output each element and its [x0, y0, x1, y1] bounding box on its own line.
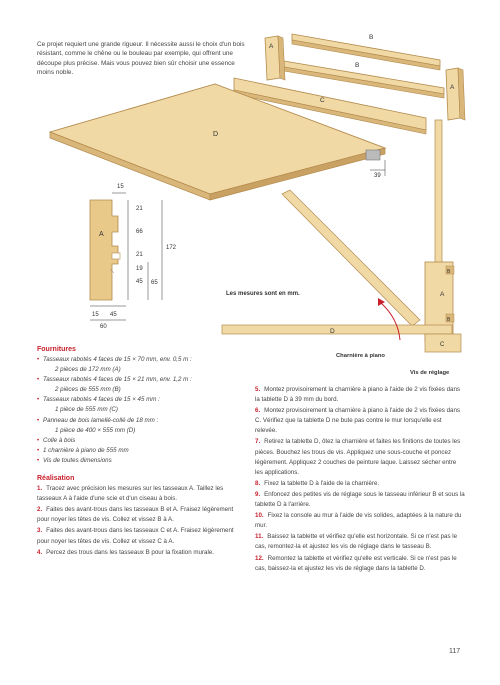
- svg-text:B: B: [447, 317, 451, 323]
- step-text: Baissez la tablette et vérifiez qu'elle est horizontale. Si ce n'est pas le cas, remontez-la et ajustez les vis de réglage dans le tasseau B.: [255, 533, 458, 551]
- upright-a-left: [265, 36, 285, 80]
- step-number: 10.: [255, 512, 264, 520]
- step-number: 1.: [37, 485, 43, 493]
- label-a-top-left: A: [269, 43, 274, 50]
- step-number: 8.: [255, 479, 261, 487]
- label-b-lower: B: [355, 62, 360, 69]
- right-column: [255, 385, 465, 575]
- dim-45: 45: [136, 279, 143, 285]
- step-text: Enfoncez des petites vis de réglage sous le tasseau inférieur B et sous la tablette D à l'arrière.: [255, 490, 465, 509]
- label-d-top: D: [213, 131, 219, 138]
- dim-15-bottom: 15: [92, 312, 99, 318]
- svg-text:A: A: [99, 231, 104, 238]
- dim-15-top: 15: [117, 184, 124, 190]
- fourniture-main: Tasseaux rabotés 4 faces de 15 × 21 mm, env. 1,2 m :: [43, 376, 192, 384]
- fourniture-item: [37, 355, 245, 375]
- step-number: 2.: [37, 506, 43, 514]
- dim-60: 60: [100, 324, 107, 330]
- step-number: 3.: [37, 527, 43, 535]
- dim-172: 172: [166, 245, 177, 251]
- step-text: Montez provisoirement la charnière à piano à l'aide de 2 vis fixées dans la tablette D à 39 mm du bord.: [255, 386, 461, 404]
- dim-39: 39: [374, 173, 381, 179]
- label-d-side: D: [330, 328, 335, 335]
- fournitures-title: Fournitures: [37, 346, 76, 353]
- step-item: [255, 490, 465, 510]
- dim-45-bottom: 45: [110, 312, 117, 318]
- dim-66: 66: [136, 229, 143, 235]
- steps-left-list: [37, 484, 245, 558]
- step-text: Faites des avant-trous dans les tasseaux B et A. Fraisez légèrement pour noyer les têtes de vis. Collez et vissez B à A.: [37, 506, 234, 524]
- step-number: 9.: [255, 490, 261, 498]
- fourniture-main: Panneau de bois lamellé-collé de 18 mm :: [43, 416, 159, 424]
- step-number: 11.: [255, 533, 264, 541]
- upright-a-right: [446, 68, 465, 120]
- step-text: Montez provisoirement la charnière à piano à l'aide de 2 vis fixées dans C. Vérifiez que la tablette D ne bute pas contre le mur lorsqu'elle est relevée.: [255, 407, 461, 435]
- dim-21-b: 21: [136, 252, 143, 258]
- step-item: [255, 385, 465, 405]
- caption-measures: Les mesures sont en mm.: [226, 291, 300, 297]
- left-column: [37, 345, 245, 559]
- step-number: 12.: [255, 554, 264, 562]
- step-item: [255, 437, 465, 477]
- caption-hinge: Charnière à piano: [336, 353, 385, 359]
- step-item: [37, 505, 245, 525]
- dim-65: 65: [151, 280, 158, 286]
- fourniture-main: 1 charnière à piano de 555 mm: [43, 446, 129, 454]
- svg-text:C: C: [440, 342, 445, 348]
- fourniture-main: Tasseaux rabotés 4 faces de 15 × 45 mm :: [43, 396, 160, 404]
- dim-21-a: 21: [136, 206, 143, 212]
- step-text: Faites des avant-trous dans les tasseaux C et A. Fraisez légèrement pour noyer les têtes de vis. Collez et vissez C à A.: [37, 527, 234, 545]
- step-item: [255, 532, 465, 552]
- step-item: [255, 554, 465, 574]
- intro-paragraph: Ce projet requiert une grande rigueur. Il nécessite aussi le choix d'un bois résistant, comme le chêne ou le bouleau par exemple, qui offrent une découpe plus précise. Mais vous pouvez bien sûr choisir une essence moins noble.: [37, 41, 245, 77]
- step-item: [37, 484, 245, 504]
- fourniture-main: Vis de toutes dimensions: [43, 456, 112, 464]
- fourniture-item: [37, 416, 245, 436]
- fourniture-sub: 2 pièces de 555 mm (B): [55, 386, 121, 394]
- step-item: [255, 406, 465, 436]
- fourniture-item: [37, 375, 245, 395]
- fourniture-item: [37, 446, 245, 456]
- fourniture-main: Colle à bois: [43, 436, 76, 444]
- step-number: 7.: [255, 438, 261, 446]
- dim-19: 19: [136, 266, 143, 272]
- rail-b-upper: [292, 34, 440, 70]
- step-number: 6.: [255, 407, 261, 415]
- svg-text:B: B: [447, 269, 451, 275]
- svg-text:A: A: [440, 291, 445, 298]
- realisation-title: Réalisation: [37, 475, 75, 483]
- step-text: Percez des trous dans les tasseaux B pour la fixation murale.: [46, 548, 215, 556]
- hinge-icon: [366, 150, 380, 160]
- fourniture-sub: 1 pièce de 555 mm (C): [55, 406, 118, 414]
- label-b-upper: B: [369, 34, 374, 41]
- page-number: 117: [449, 648, 461, 655]
- fourniture-item: [37, 456, 245, 466]
- step-text: Tracez avec précision les mesures sur les tasseaux A. Taillez les tasseaux A à l'aide d'une scie et d'un ciseau à bois.: [37, 485, 224, 503]
- profile-a-detail: [90, 200, 120, 300]
- step-item: [37, 526, 245, 546]
- step-item: [255, 479, 465, 489]
- label-c: C: [320, 97, 325, 104]
- label-a-top-right: A: [450, 84, 455, 91]
- fournitures-list: [37, 355, 245, 466]
- steps-right-list: [255, 385, 465, 574]
- step-number: 5.: [255, 386, 261, 393]
- fourniture-main: Tasseaux rabotés 4 faces de 15 × 70 mm, env. 0,5 m :: [43, 356, 192, 363]
- caption-screw: Vis de réglage: [410, 370, 450, 376]
- step-text: Retirez la tablette D, ôtez la charnière et faites les finitions de toutes les pièces. Bouchez les trous de vis. Appliquez une sous-couche et poncez légèrement. Appliquez 2 couches de peinture laque. Laissez sécher entre les applications.: [255, 438, 461, 476]
- step-text: Fixez la tablette D à l'aide de la charnière.: [264, 479, 380, 487]
- step-text: Fixez la console au mur à l'aide de vis solides, adaptées à la nature du mur.: [255, 512, 462, 530]
- fourniture-sub: 2 pièces de 172 mm (A): [55, 366, 121, 374]
- fourniture-item: [37, 436, 245, 446]
- step-item: [255, 511, 465, 531]
- step-item: [37, 548, 245, 558]
- fourniture-sub: 1 pièce de 400 × 555 mm (D): [55, 426, 136, 434]
- step-number: 4.: [37, 548, 43, 556]
- fourniture-item: [37, 395, 245, 415]
- step-text: Remontez la tablette et vérifiez qu'elle est verticale. Si ce n'est pas le cas, baissez-la et ajustez les vis de réglage dans la tablette D.: [255, 554, 457, 572]
